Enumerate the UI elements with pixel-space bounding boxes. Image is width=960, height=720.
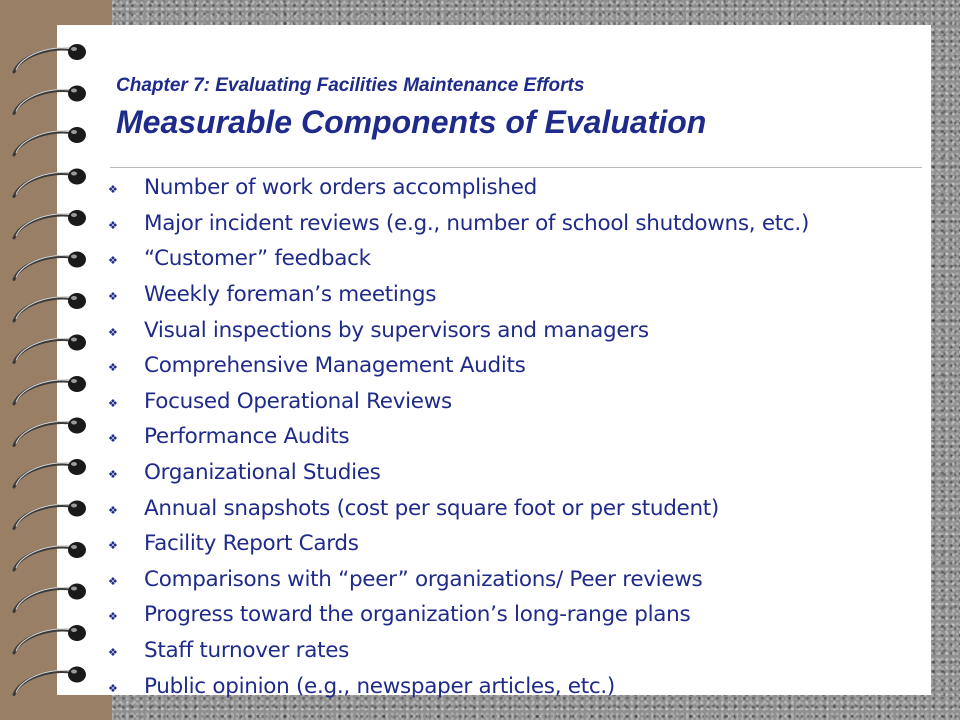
binder-ring (14, 169, 86, 197)
binder-ring (14, 86, 86, 114)
bullet-item (108, 241, 920, 277)
bullet-item (108, 455, 920, 491)
diamond-dots-icon: ❖ (108, 432, 118, 446)
bullet-item (108, 633, 920, 669)
diamond-dots-icon: ❖ (108, 396, 118, 410)
diamond-dots-icon: ❖ (108, 325, 118, 339)
bullet-text: Facility Report Cards (144, 531, 359, 557)
binder-ring (14, 335, 86, 363)
diamond-dots-icon: ❖ (108, 646, 118, 660)
bullet-item (108, 668, 920, 704)
bullet-text: Major incident reviews (e.g., number of school shutdowns, etc.) (144, 210, 810, 236)
bullet-text: Performance Audits (144, 424, 350, 450)
bullet-text: Weekly foreman’s meetings (144, 282, 437, 308)
diamond-dots-icon: ❖ (108, 218, 118, 232)
bullet-item (108, 277, 920, 313)
diamond-dots-icon: ❖ (108, 183, 118, 197)
binder-ring (14, 127, 86, 155)
bullet-item (108, 562, 920, 598)
bullet-text: Staff turnover rates (144, 638, 350, 664)
diamond-dots-icon: ❖ (108, 681, 118, 695)
bullet-item (108, 526, 920, 562)
bullet-text: Public opinion (e.g., newspaper articles, etc.) (144, 673, 615, 699)
spiral-binding (0, 0, 112, 720)
bullet-text: Focused Operational Reviews (144, 388, 452, 414)
bullet-item (108, 419, 920, 455)
diamond-dots-icon: ❖ (108, 503, 118, 517)
diamond-dots-icon: ❖ (108, 539, 118, 553)
diamond-dots-icon: ❖ (108, 468, 118, 482)
binder-ring (14, 293, 86, 321)
bullet-list (108, 170, 920, 704)
binder-ring (14, 210, 86, 238)
bullet-text: Visual inspections by supervisors and managers (144, 317, 649, 343)
binder-ring (14, 376, 86, 404)
bullet-item (108, 170, 920, 206)
bullet-text: Annual snapshots (cost per square foot or per student) (144, 495, 720, 521)
bullet-item (108, 384, 920, 420)
bullet-text: Progress toward the organization’s long-range plans (144, 602, 691, 628)
slide-title: Measurable Components of Evaluation (116, 104, 707, 140)
binder-ring (14, 625, 86, 653)
binder-ring (14, 667, 86, 695)
binder-ring (14, 459, 86, 487)
bullet-text: Organizational Studies (144, 460, 381, 486)
binder-ring (14, 44, 86, 72)
diamond-dots-icon: ❖ (108, 254, 118, 268)
bullet-text: Comprehensive Management Audits (144, 353, 526, 379)
bullet-item (108, 348, 920, 384)
bullet-text: “Customer” feedback (144, 246, 371, 272)
diamond-dots-icon: ❖ (108, 610, 118, 624)
diamond-dots-icon: ❖ (108, 361, 118, 375)
diamond-dots-icon: ❖ (108, 290, 118, 304)
bullet-item (108, 597, 920, 633)
bullet-text: Number of work orders accomplished (144, 175, 537, 201)
bullet-item (108, 312, 920, 348)
binder-ring (14, 542, 86, 570)
binder-ring (14, 501, 86, 529)
binder-ring (14, 252, 86, 280)
binder-ring (14, 418, 86, 446)
binder-ring (14, 584, 86, 612)
title-divider (110, 167, 922, 168)
chapter-heading: Chapter 7: Evaluating Facilities Maintenance Efforts (116, 75, 585, 96)
bullet-item (108, 490, 920, 526)
diamond-dots-icon: ❖ (108, 574, 118, 588)
bullet-item (108, 206, 920, 242)
bullet-text: Comparisons with “peer” organizations/ Peer reviews (144, 566, 703, 592)
